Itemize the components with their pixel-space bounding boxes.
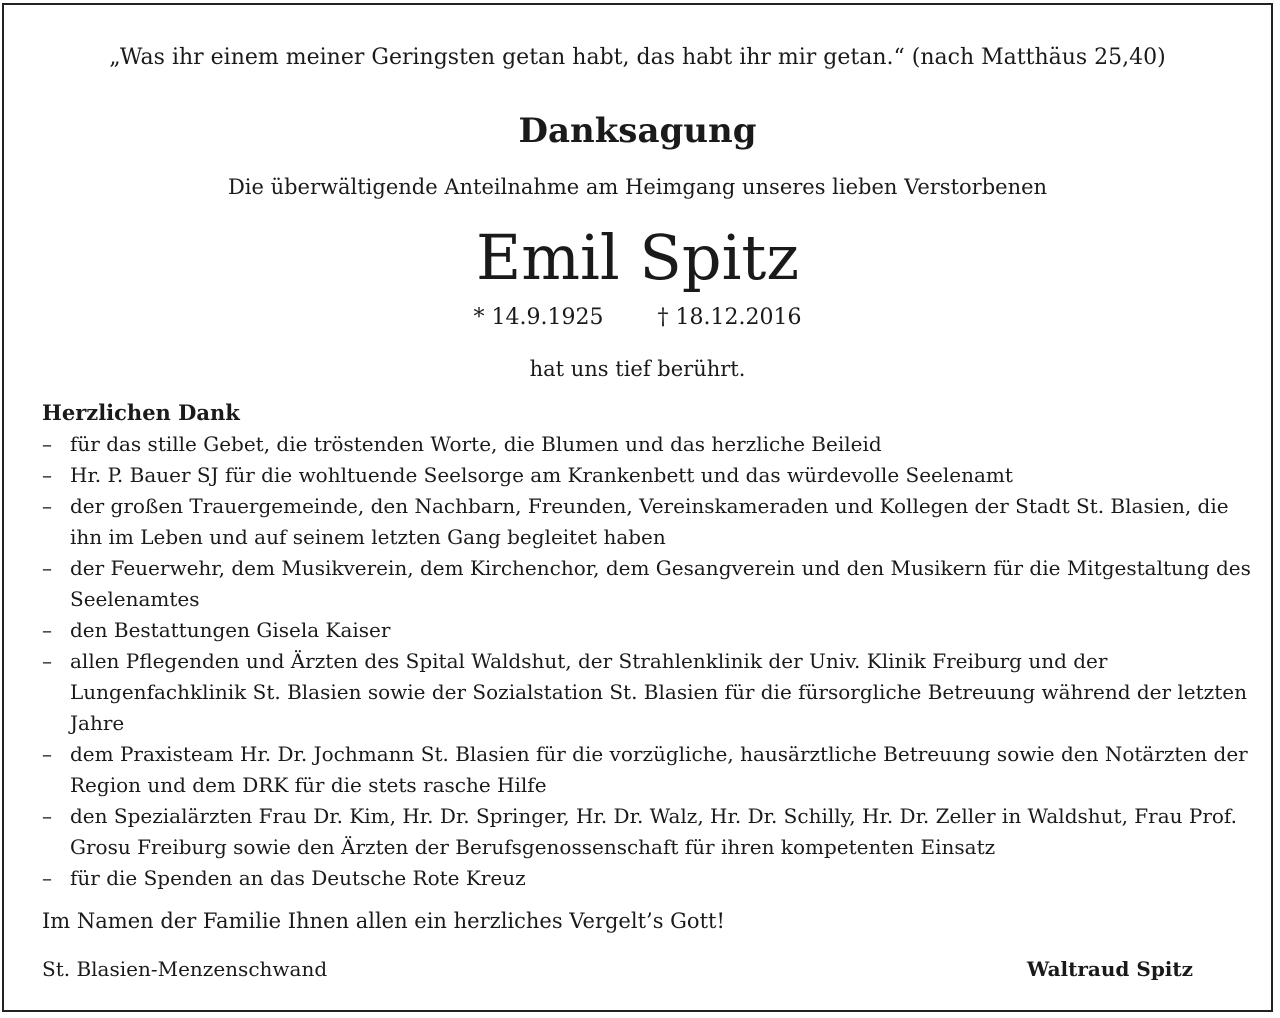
list-item — [42, 863, 1262, 894]
list-item — [42, 615, 1262, 646]
birth-date: * 14.9.1925 — [473, 305, 604, 330]
notice-heading: Danksagung — [518, 111, 757, 151]
list-item-text: der großen Trauergemeinde, den Nachbarn, Freunden, Vereinskameraden und Kollegen der Stadt St. Blasien, die ihn im Leben und auf seinem letzten Gang begleitet haben — [70, 494, 1229, 549]
dash-bullet: – — [42, 866, 52, 890]
family-closing: Im Namen der Familie Ihnen allen ein herzliches Vergelt’s Gott! — [42, 909, 725, 933]
list-item-text: den Bestattungen Gisela Kaiser — [70, 618, 391, 642]
intro-text: Die überwältigende Anteilnahme am Heimgang unseres lieben Verstorbenen — [227, 175, 1048, 199]
list-item — [42, 491, 1262, 553]
list-item — [42, 739, 1262, 801]
list-item-text: für die Spenden an das Deutsche Rote Kreuz — [70, 866, 526, 890]
dash-bullet: – — [42, 432, 52, 456]
list-item-text: allen Pflegenden und Ärzten des Spital Waldshut, der Strahlenklinik der Univ. Klinik Freiburg und der Lungenfachklinik St. Blasien sowie der Sozialstation St. Blasien für die fürsorgliche Betreuung während der letzten Jahre — [70, 649, 1247, 735]
dash-bullet: – — [42, 618, 52, 642]
closing-line: hat uns tief berührt. — [529, 357, 746, 381]
dash-bullet: – — [42, 804, 52, 828]
list-item — [42, 646, 1262, 739]
list-item — [42, 801, 1262, 863]
list-item — [42, 429, 1262, 460]
dash-bullet: – — [42, 556, 52, 580]
list-item-text: dem Praxisteam Hr. Dr. Jochmann St. Blasien für die vorzügliche, hausärztliche Betreuung sowie den Notärzten der Region und dem DRK für die stets rasche Hilfe — [70, 742, 1248, 797]
dash-bullet: – — [42, 494, 52, 518]
thanks-list — [42, 429, 1262, 894]
life-dates — [4, 305, 1271, 330]
dash-bullet: – — [42, 742, 52, 766]
list-item — [42, 460, 1262, 491]
bible-quote: „Was ihr einem meiner Geringsten getan habt, das habt ihr mir getan.“ (nach Matthäus 25,40) — [109, 45, 1166, 70]
dash-bullet: – — [42, 649, 52, 673]
signature-name: Waltraud Spitz — [1026, 957, 1193, 981]
deceased-name: Emil Spitz — [476, 221, 799, 294]
thanks-heading: Herzlichen Dank — [42, 400, 240, 425]
death-date: † 18.12.2016 — [657, 305, 802, 330]
dash-bullet: – — [42, 463, 52, 487]
list-item-text: für das stille Gebet, die tröstenden Worte, die Blumen und das herzliche Beileid — [70, 432, 882, 456]
list-item-text: Hr. P. Bauer SJ für die wohltuende Seelsorge am Krankenbett und das würdevolle Seelenamt — [70, 463, 1013, 487]
list-item-text: der Feuerwehr, dem Musikverein, dem Kirchenchor, dem Gesangverein und den Musikern für die Mitgestaltung des Seelenamtes — [70, 556, 1251, 611]
list-item — [42, 553, 1262, 615]
obituary-notice — [2, 3, 1273, 1012]
place-name: St. Blasien-Menzenschwand — [42, 957, 328, 981]
list-item-text: den Spezialärzten Frau Dr. Kim, Hr. Dr. Springer, Hr. Dr. Walz, Hr. Dr. Schilly, Hr. Dr. Zeller in Waldshut, Frau Prof. Grosu Freiburg sowie den Ärzten der Berufsgenossenschaft für ihren kompetenten Einsatz — [70, 804, 1237, 859]
